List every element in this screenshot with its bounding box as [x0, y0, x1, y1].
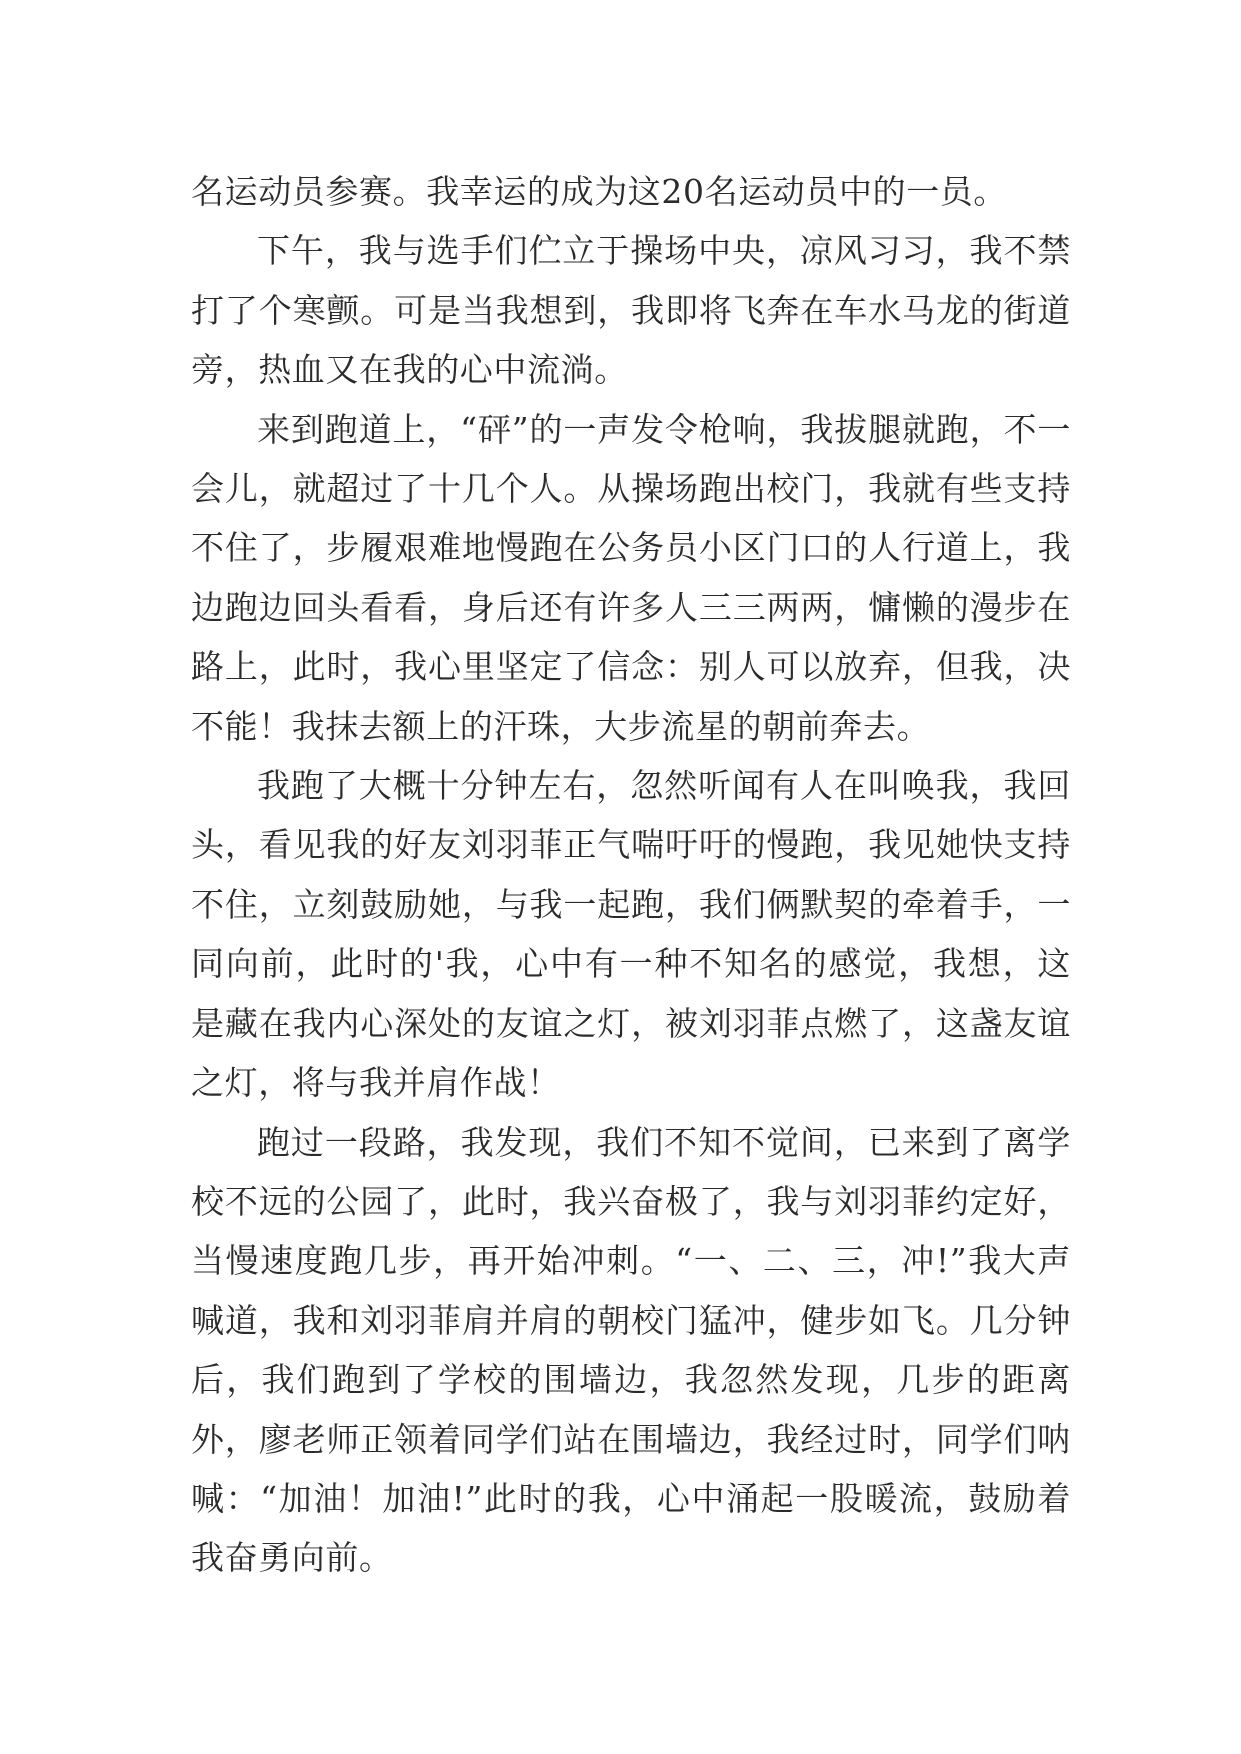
paragraph: 跑过一段路，我发现，我们不知不觉间，已来到了离学校不远的公园了，此时，我兴奋极了，我与刘羽菲约定好，当慢速度跑几步，再开始冲刺。“一、二、三，冲!”我大声喊道，我和刘羽菲肩并肩的朝校门猛冲，健步如飞。几分钟后，我们跑到了学校的围墙边，我忽然发现，几步的距离外，廖老师正领着同学们站在围墙边，我经过时，同学们呐喊：“加油！加油!”此时的我，心中涌起一股暖流，鼓励着我奋勇向前。 [191, 1122, 1071, 1578]
paragraph: 我跑了大概十分钟左右，忽然听闻有人在叫唤我，我回头，看见我的好友刘羽菲正气喘吁吁的慢跑，我见她快支持不住，立刻鼓励她，与我一起跑，我们俩默契的牵着手，一同向前，此时的'我，心中有一种不知名的感觉，我想，这是藏在我内心深处的友谊之灯，被刘羽菲点燃了，这盏友谊之灯，将与我并肩作战！ [191, 766, 1071, 1103]
paragraph: 来到跑道上，“砰”的一声发令枪响，我拔腿就跑，不一会儿，就超过了十几个人。从操场跑出校门，我就有些支持不住了，步履艰难地慢跑在公务员小区门口的人行道上，我边跑边回头看看，身后还有许多人三三两两，慵懒的漫步在路上，此时，我心里坚定了信念：别人可以放弃，但我，决不能！我抹去额上的汗珠，大步流星的朝前奔去。 [191, 409, 1071, 746]
paragraph: 下午，我与选手们伫立于操场中央，凉风习习，我不禁打了个寒颤。可是当我想到，我即将飞奔在车水马龙的街道旁，热血又在我的心中流淌。 [191, 231, 1071, 390]
paragraph-continued: 名运动员参赛。我幸运的成为这20名运动员中的一员。 [191, 172, 1007, 211]
document-body [191, 162, 1071, 1588]
